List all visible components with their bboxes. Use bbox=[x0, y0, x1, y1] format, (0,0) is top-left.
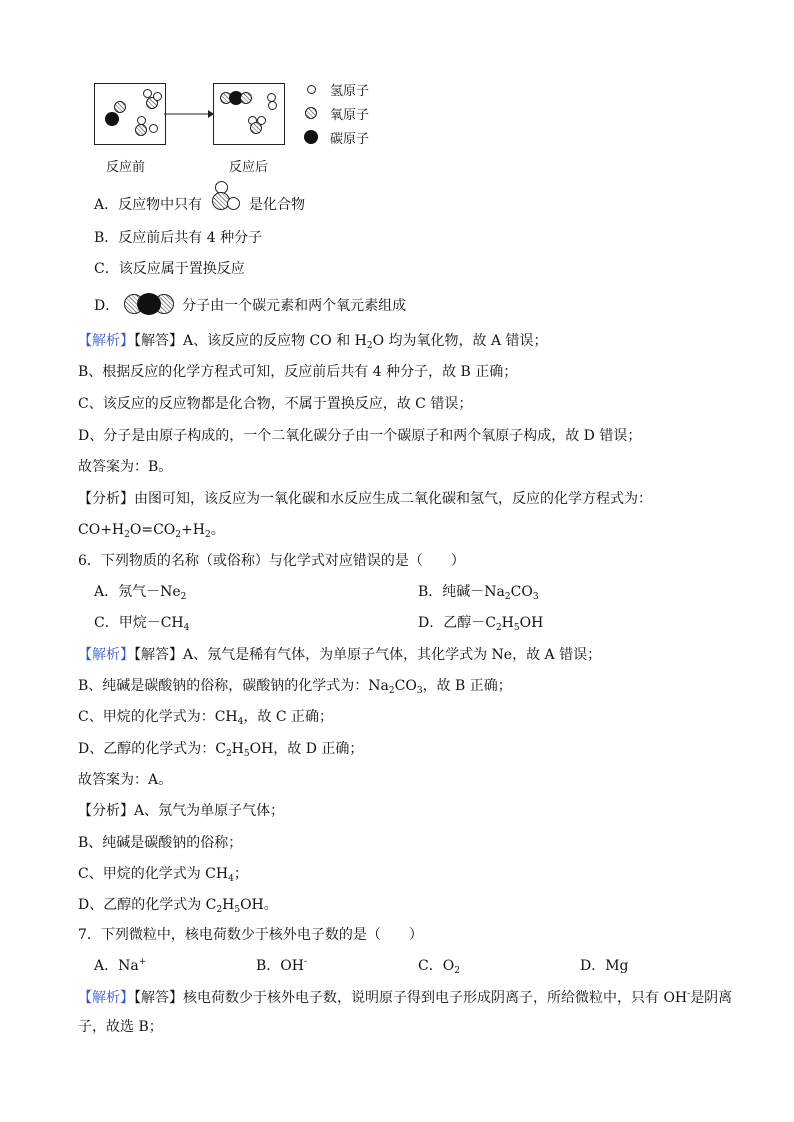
option-d-suffix: 分子由一个碳元素和两个氧元素组成 bbox=[182, 298, 407, 314]
legend-hydrogen-label: 氢原子 bbox=[330, 84, 370, 99]
q7-option-d: D．Mg bbox=[580, 958, 629, 974]
q5-analysis-line: 【分析】由图可知，该反应为一氧化碳和水反应生成二氧化碳和氢气，反应的化学方程式为： bbox=[78, 491, 652, 507]
carbon-atom-icon bbox=[137, 293, 161, 315]
q5-answer-line-3: C、该反应的反应物都是化合物，不属于置换反应，故 C 错误； bbox=[78, 396, 473, 412]
arrow-icon bbox=[164, 108, 214, 120]
legend-carbon-label: 碳原子 bbox=[330, 132, 370, 147]
analysis-tag: 【解析】 bbox=[78, 647, 134, 663]
oxygen-atom-icon bbox=[250, 122, 262, 134]
q6-answer-conclusion: 故答案为：A。 bbox=[78, 772, 173, 788]
q5-answer-conclusion: 故答案为：B。 bbox=[78, 459, 173, 475]
after-reaction-label: 反应后 bbox=[229, 160, 269, 175]
legend-oxygen-label: 氧原子 bbox=[330, 108, 370, 123]
q6-option-a: A．氖气$-Ne_2$ bbox=[94, 584, 187, 602]
q5-answer-line-1: 【解析】【解答】A、该反应的反应物 CO 和 $H_2O$ 均为氧化物，故 A 错误； bbox=[78, 333, 548, 351]
water-molecule-icon bbox=[207, 191, 245, 219]
analysis-tag: 【解析】 bbox=[78, 990, 134, 1006]
option-a-prefix: A．反应物中只有 bbox=[94, 197, 203, 213]
option-d-prefix: D． bbox=[94, 298, 120, 314]
carbon-atom-icon bbox=[304, 130, 318, 144]
q7-option-b: B．OH- bbox=[256, 957, 308, 974]
answer-tag: 【解答】 bbox=[134, 990, 183, 1006]
option-d bbox=[94, 294, 406, 316]
q5-answer-line-2: B、根据反应的化学方程式可知，反应前后共有 4 种分子，故 B 正确； bbox=[78, 364, 518, 380]
after-reaction-box bbox=[213, 83, 285, 145]
q7-answer-line-2: 子，故选 B； bbox=[78, 1019, 163, 1035]
option-a bbox=[94, 191, 305, 219]
hydrogen-atom-icon bbox=[268, 101, 277, 110]
before-reaction-box bbox=[94, 83, 166, 145]
oxygen-atom-icon bbox=[135, 124, 147, 136]
answer-tag: 【解答】 bbox=[134, 333, 183, 349]
q6-analysis-line-1: 【分析】A、氖气为单原子气体； bbox=[78, 803, 285, 819]
q7-option-a: A．Na+ bbox=[94, 957, 147, 974]
hydrogen-atom-icon bbox=[149, 124, 158, 133]
analysis-tag: 【解析】 bbox=[78, 333, 134, 349]
oxygen-atom-icon bbox=[305, 107, 317, 119]
hydrogen-atom-icon bbox=[307, 85, 316, 94]
co2-molecule-icon bbox=[124, 294, 178, 314]
q5-answer-line-4: D、分子是由原子构成的，一个二氧化碳分子由一个碳原子和两个氧原子构成，故 D 错误； bbox=[78, 428, 642, 444]
q6-answer-line-3: C、甲烷的化学式为：$CH_4$，故 C 正确； bbox=[78, 709, 333, 727]
answer-tag: 【解答】 bbox=[134, 647, 183, 663]
oxygen-atom-icon bbox=[114, 101, 126, 113]
q6-answer-line-1: 【解析】【解答】A、氖气是稀有气体，为单原子气体，其化学式为 Ne，故 A 错误； bbox=[78, 647, 602, 663]
q6-option-b: B．纯碱$-Na_2CO_3$ bbox=[418, 584, 539, 602]
q7-answer-line-1: 【解析】【解答】核电荷数少于核外电子数，说明原子得到电子形成阴离子，所给微粒中，只有 OH-是阴离 bbox=[78, 989, 733, 1006]
q5-equation: $CO+H_2O=CO_2+H_2$。 bbox=[78, 522, 225, 540]
q7-option-c: C．$O_2$ bbox=[418, 958, 460, 976]
q6-option-c: C．甲烷$-CH_4$ bbox=[94, 615, 190, 633]
before-reaction-label: 反应前 bbox=[106, 160, 146, 175]
q6-analysis-line-3: C、甲烷的化学式为 $CH_4$； bbox=[78, 866, 248, 884]
option-a-suffix: 是化合物 bbox=[249, 197, 306, 213]
q6-answer-line-4: D、乙醇的化学式为：$C_2H_5OH$，故 D 正确； bbox=[78, 741, 364, 759]
carbon-atom-icon bbox=[105, 112, 119, 126]
q6-analysis-line-4: D、乙醇的化学式为 $C_2H_5OH$。 bbox=[78, 897, 278, 915]
q7-stem: 7．下列微粒中，核电荷数少于核外电子数的是（ ） bbox=[78, 927, 423, 943]
q6-stem: 6．下列物质的名称（或俗称）与化学式对应错误的是（ ） bbox=[78, 553, 465, 569]
q6-answer-line-2: B、纯碱是碳酸钠的俗称，碳酸钠的化学式为：$Na_2CO_3$，故 B 正确； bbox=[78, 678, 512, 696]
q6-analysis-line-2: B、纯碱是碳酸钠的俗称； bbox=[78, 835, 243, 851]
hydrogen-atom-icon bbox=[227, 197, 240, 210]
option-c: C．该反应属于置换反应 bbox=[94, 261, 245, 277]
oxygen-atom-icon bbox=[240, 92, 252, 104]
option-b: B．反应前后共有 4 种分子 bbox=[94, 230, 263, 246]
hydrogen-atom-icon bbox=[153, 92, 162, 101]
q6-option-d: D．乙醇$-C_2H_5OH$ bbox=[418, 615, 544, 633]
